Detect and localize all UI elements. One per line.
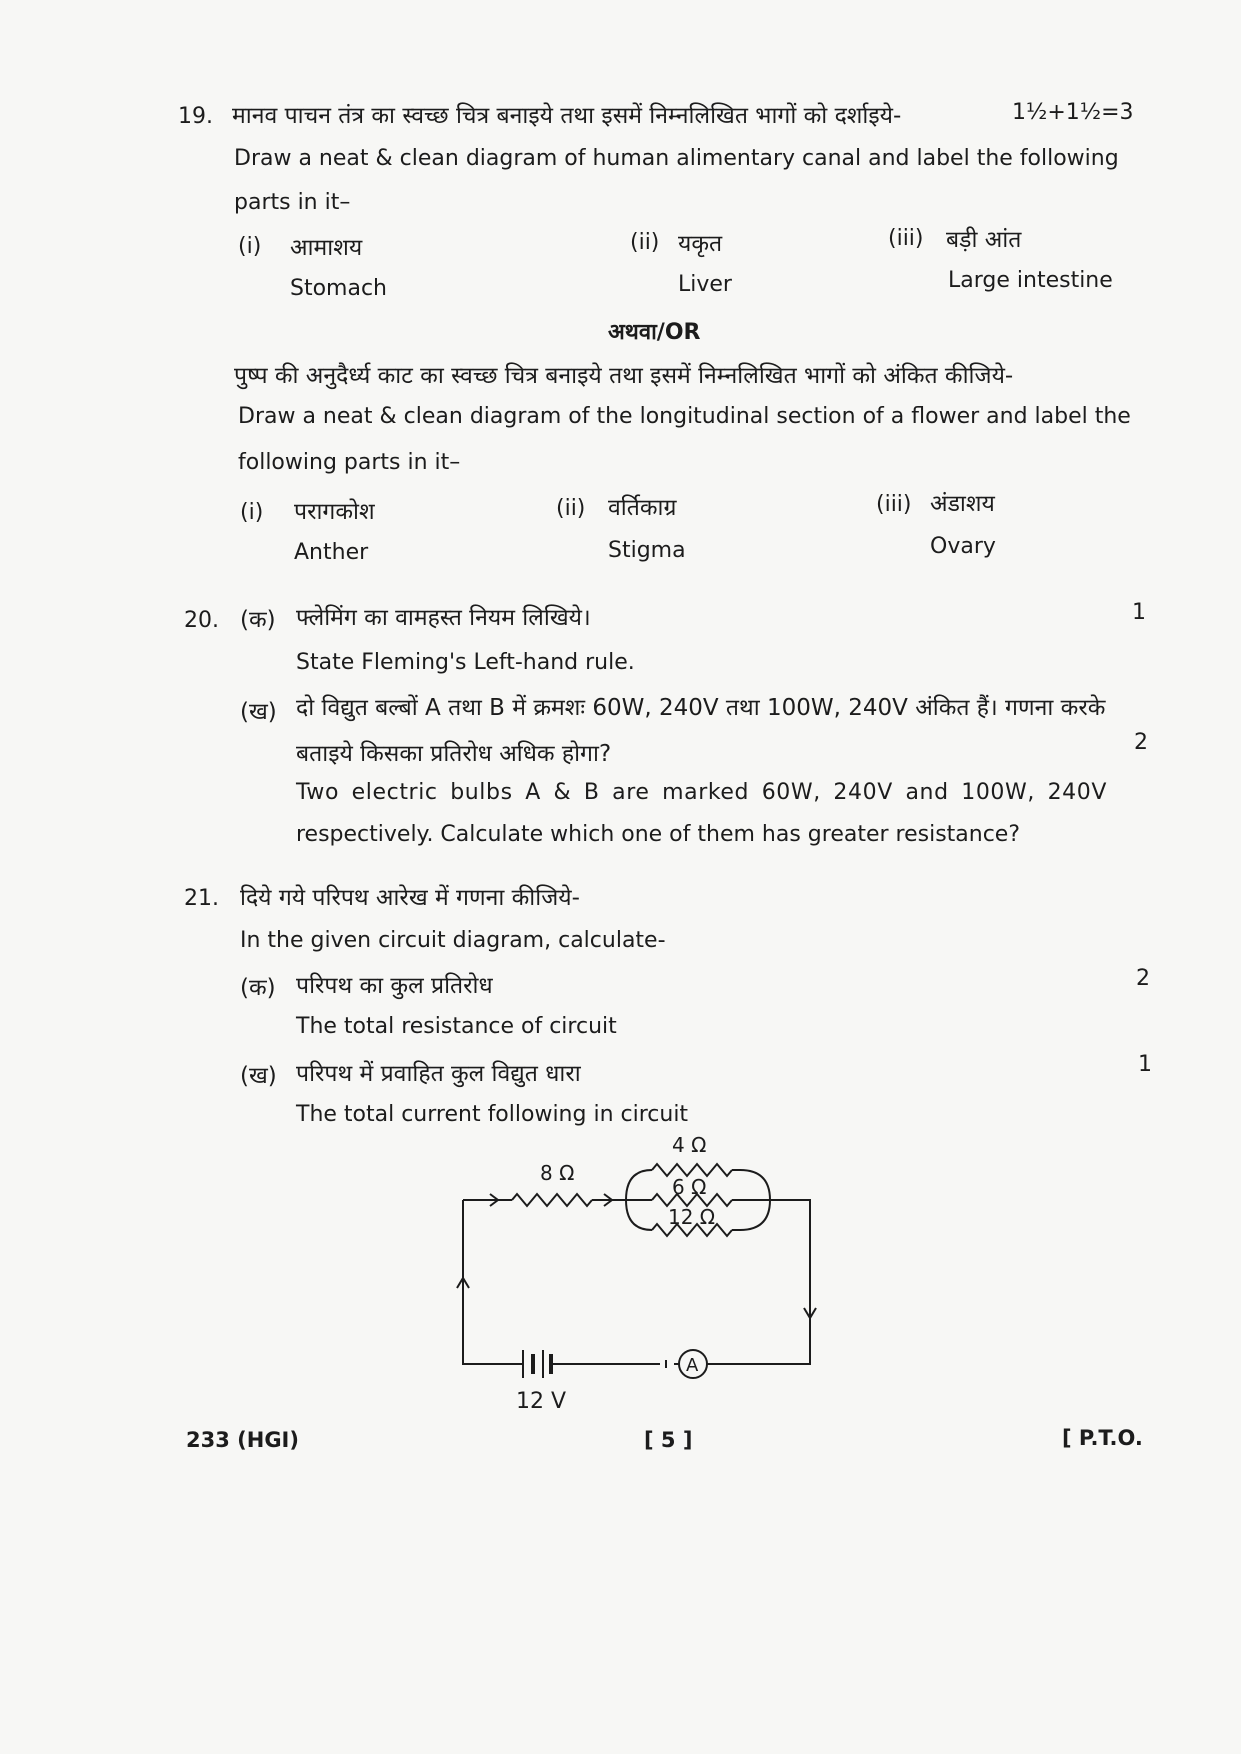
q19-part-1-hindi: आमाशय xyxy=(290,235,363,261)
q19-alt-part-2-number: (ii) xyxy=(556,496,586,521)
q19-part-3-hindi: बड़ी आंत xyxy=(946,227,1022,253)
q19-part-2-english: Liver xyxy=(678,272,732,297)
question-19-alt-english-line1: Draw a neat & clean diagram of the longitudinal section of a flower and label the xyxy=(238,404,1131,429)
q20-part-a-label: (क) xyxy=(240,607,276,633)
q21-part-b-label: (ख) xyxy=(240,1063,277,1089)
battery-label: 12 V xyxy=(516,1389,567,1414)
question-19-marks: 1½+1½=3 xyxy=(1012,100,1134,125)
q20-part-a-marks: 1 xyxy=(1132,600,1146,625)
q19-part-2-number: (ii) xyxy=(630,230,660,255)
q20-part-a-hindi: फ्लेमिंग का वामहस्त नियम लिखिये। xyxy=(296,605,591,631)
q20-part-b-english-line1: Two electric bulbs A & B are marked 60W, 240V and 100W, 240V xyxy=(296,780,1108,805)
q20-part-b-label: (ख) xyxy=(240,699,277,725)
q19-part-2-hindi: यकृत xyxy=(678,231,723,257)
q19-alt-part-3-hindi: अंडाशय xyxy=(930,491,995,517)
label-4-ohm: 4 Ω xyxy=(672,1133,707,1157)
question-21-english: In the given circuit diagram, calculate- xyxy=(240,928,666,953)
label-6-ohm: 6 Ω xyxy=(672,1175,707,1199)
please-turn-over: [ P.T.O. xyxy=(1062,1426,1143,1450)
q19-part-1-english: Stomach xyxy=(290,276,388,301)
q20-part-b-english-line2: respectively. Calculate which one of them has greater resistance? xyxy=(296,822,1021,847)
question-21-hindi: दिये गये परिपथ आरेख में गणना कीजिये- xyxy=(240,885,580,911)
paper-code: 233 (HGI) xyxy=(186,1428,299,1452)
q21-part-b-english: The total current following in circuit xyxy=(296,1102,689,1127)
question-21-number: 21. xyxy=(184,886,219,911)
q21-part-a-marks: 2 xyxy=(1136,966,1150,991)
q19-alt-part-1-english: Anther xyxy=(294,540,369,565)
ammeter-label: A xyxy=(686,1355,699,1376)
label-8-ohm: 8 Ω xyxy=(540,1161,575,1185)
question-19-english-line2: parts in it– xyxy=(234,190,351,215)
left-wire xyxy=(463,1200,523,1364)
q19-alt-part-2-hindi: वर्तिकाग्र xyxy=(608,495,677,521)
q19-alt-part-1-number: (i) xyxy=(240,500,264,525)
resistor-8-ohm xyxy=(512,1194,592,1206)
q19-alt-part-1-hindi: परागकोश xyxy=(294,499,375,525)
q21-part-a-label: (क) xyxy=(240,975,276,1001)
branch-bottom-left xyxy=(626,1200,652,1230)
q20-part-b-hindi-line1: दो विद्युत बल्बों A तथा B में क्रमशः 60W, 240V तथा 100W, 240V अंकित हैं। गणना करके xyxy=(296,695,1106,721)
question-19-alt-hindi: पुष्प की अनुदैर्ध्य काट का स्वच्छ चित्र बनाइये तथा इसमें निम्नलिखित भागों को अंकित कीजिये- xyxy=(234,363,1014,389)
question-19-alt-english-line2: following parts in it– xyxy=(238,450,461,475)
branch-bottom-right xyxy=(732,1200,770,1230)
q19-part-1-number: (i) xyxy=(238,234,262,259)
q20-part-b-marks: 2 xyxy=(1134,730,1148,755)
question-19-hindi: मानव पाचन तंत्र का स्वच्छ चित्र बनाइये तथा इसमें निम्नलिखित भागों को दर्शाइये- xyxy=(232,103,902,129)
q19-alt-part-2-english: Stigma xyxy=(608,538,686,563)
question-20-number: 20. xyxy=(184,608,219,633)
question-19-number: 19. xyxy=(178,104,213,129)
page-number: [ 5 ] xyxy=(644,1428,693,1452)
or-separator: अथवा/OR xyxy=(608,320,701,345)
q21-part-a-hindi: परिपथ का कुल प्रतिरोध xyxy=(296,973,493,999)
q21-part-b-marks: 1 xyxy=(1138,1052,1152,1077)
q20-part-b-hindi-line2: बताइये किसका प्रतिरोध अधिक होगा? xyxy=(296,741,612,767)
q19-alt-part-3-english: Ovary xyxy=(930,534,996,559)
circuit-diagram xyxy=(440,1128,840,1428)
q19-part-3-english: Large intestine xyxy=(948,268,1113,293)
q19-alt-part-3-number: (iii) xyxy=(876,492,912,517)
q19-part-3-number: (iii) xyxy=(888,226,924,251)
q21-part-b-hindi: परिपथ में प्रवाहित कुल विद्युत धारा xyxy=(296,1061,581,1087)
question-19-english-line1: Draw a neat & clean diagram of human alimentary canal and label the following xyxy=(234,146,1119,171)
branch-top-right xyxy=(732,1170,770,1200)
branch-top-left xyxy=(626,1170,652,1200)
q20-part-a-english: State Fleming's Left-hand rule. xyxy=(296,650,635,675)
q21-part-a-english: The total resistance of circuit xyxy=(296,1014,617,1039)
label-12-ohm: 12 Ω xyxy=(668,1205,716,1229)
